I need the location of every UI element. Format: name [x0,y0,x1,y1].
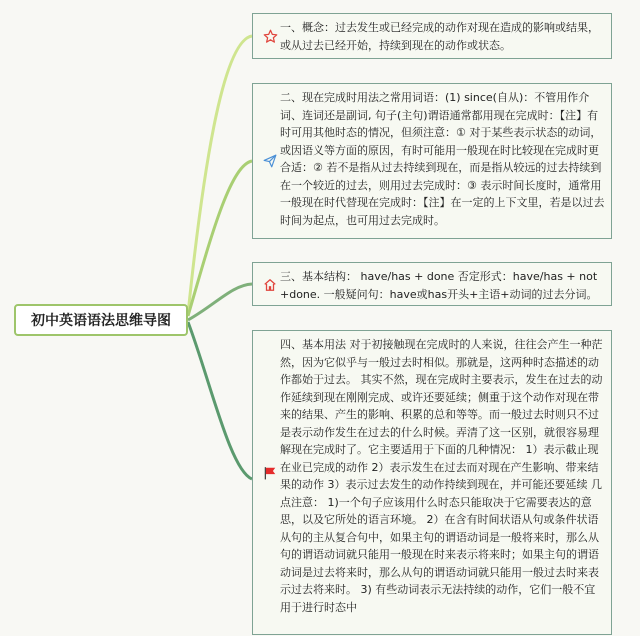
topic-basic-structure-text: 三、基本结构： have/has + done 否定形式：have/has + not +done. 一般疑问句：have或has开头+主语+动词的过去分词。 [280,270,598,301]
branch-1 [188,36,252,314]
topic-concept-text: 一、概念：过去发生或已经完成的动作对现在造成的影响或结果，或从过去已经开始，持续到现在的动作或状态。 [280,21,599,52]
topic-basic-structure[interactable] [252,262,612,306]
flag-icon [263,465,277,484]
topic-basic-usage-text: 四、基本用法 对于初接触现在完成时的人来说，往往会产生一种茫然，因为它似乎与一般过去时相似。那就是，这两种时态描述的动作都始于过去。 其实不然，现在完成时主要表示，发生在过去的动作延续到现在刚刚完成、或许还要延续；侧重于这个动作对现在带来的结果、产生的影响、积累的总和等等。而一般过去时则只不过是表示动作发生在过去的什么时候。弄清了这一区别，就很容易理解现在完成时了。它主要适用于下面的几种情况： 1）表示截止现在业已完成的动作 2）表示发生在过去而对现在产生影响、带来结果的动作 3）表示过去发生的动作持续到现在，并可能还要延续 几点注意： 1)一个句子应该用什么时态只能取决于它需要表达的意思，以及它所处的语言环境。 2）在含有时间状语从句或条件状语从句的主从复合句中，如果主句的谓语动词是一般将来时，那么从句的谓语动词就只能用一般现在时来表示将来时；如果主句的谓语动词是过去将来时，那么从句的谓语动词就只能用一般过去时来表示过去将来时。 3) 有些动词表示无法持续的动作，它们一般不宜用于进行时态中 [280,338,603,614]
topic-common-words[interactable] [252,83,612,239]
root-topic[interactable] [14,304,188,336]
topic-common-words-text: 二、现在完成时用法之常用词语：(1) since(自从)：不管用作介词、连词还是副词, 句子(主句)谓语通常都用现在完成时：【注】有时可用其他时态的情况，但须注意：① 对于某些表示状态的动词，或因语义等方面的原因，有时可能用一般现在时比较现在完成时更合适：② 若不是指从过去持续到现在，而是指从较远的过去持续到在一个较近的过去，则用过去完成时：③ 表示时间长度时，通常用一般现在时代替现在完成时：【注】在一定的上下文里，若是以过去时间为起点，也可用过去完成时。 [280,91,605,227]
home-icon [263,277,277,296]
branch-4 [188,322,252,479]
paper-plane-icon [263,153,277,172]
topic-concept[interactable] [252,13,612,59]
star-icon [263,29,278,48]
topic-basic-usage[interactable] [252,330,612,635]
root-title: 初中英语语法思维导图 [31,313,171,329]
branch-3 [188,284,252,320]
